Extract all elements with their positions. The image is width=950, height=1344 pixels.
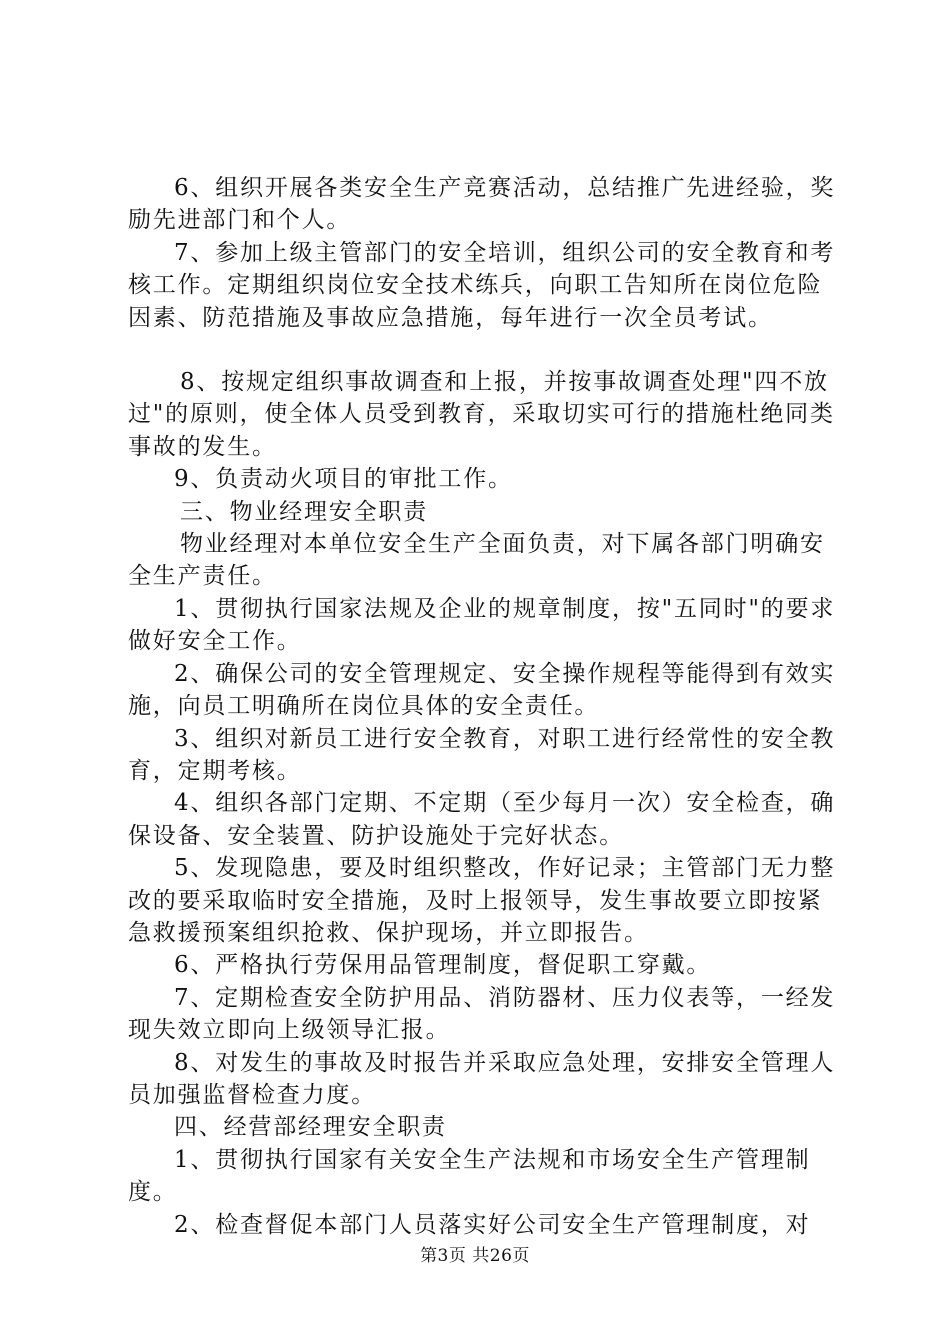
paragraph-property-manager-intro: 物业经理对本单位安全生产全面负责，对下属各部门明确安全生产责任。 [128,531,825,590]
paragraph-pm-duty-8: 8、对发生的事故及时报告并采取应急处理，安排安全管理人员加强监督检查力度。 [128,1049,836,1108]
page-number-footer: 第3页 共26页 [420,1246,530,1266]
paragraph-pm-duty-5: 5、发现隐患，要及时组织整改，作好记录；主管部门无力整改的要采取临时安全措施，及时上报领导，发生事故要立即按紧急救援预案组织抢救、保护现场，并立即报告。 [128,855,836,946]
paragraph-bm-duty-2: 2、检查督促本部门人员落实好公司安全生产管理制度，对 [174,1211,811,1238]
section-heading-property-manager: 三、物业经理安全职责 [180,498,428,525]
paragraph-duty-7: 7、参加上级主管部门的安全培训，组织公司的安全教育和考核工作。定期组织岗位安全技术练兵，向职工告知所在岗位危险因素、防范措施及事故应急措施，每年进行一次全员考试。 [128,239,836,331]
paragraph-duty-6: 6、组织开展各类安全生产竞赛活动，总结推广先进经验，奖励先进部门和个人。 [128,175,836,234]
paragraph-pm-duty-4: 4、组织各部门定期、不定期（至少每月一次）安全检查，确保设备、安全装置、防护设施处于完好状态。 [128,790,836,849]
section-heading-business-manager: 四、经营部经理安全职责 [174,1114,447,1141]
paragraph-pm-duty-2: 2、确保公司的安全管理规定、安全操作规程等能得到有效实施，向员工明确所在岗位具体的安全责任。 [128,660,836,720]
paragraph-pm-duty-7: 7、定期检查安全防护用品、消防器材、压力仪表等，一经发现失效立即向上级领导汇报。 [128,984,836,1044]
paragraph-duty-9: 9、负责动火项目的审批工作。 [174,466,513,493]
document-body [128,172,840,1241]
paragraph-bm-duty-1: 1、贯彻执行国家有关安全生产法规和市场安全生产管理制度。 [128,1146,811,1206]
paragraph-duty-8: 8、按规定组织事故调查和上报，并按事故调查处理"四不放过"的原则，使全体人员受到教育，采取切实可行的措施杜绝同类事故的发生。 [128,369,835,460]
paragraph-pm-duty-3: 3、组织对新员工进行安全教育，对职工进行经常性的安全教育，定期考核。 [128,725,836,784]
paragraph-pm-duty-1: 1、贯彻执行国家法规及企业的规章制度，按"五同时"的要求做好安全工作。 [128,595,836,655]
paragraph-pm-duty-6: 6、严格执行劳保用品管理制度，督促职工穿戴。 [174,952,712,979]
